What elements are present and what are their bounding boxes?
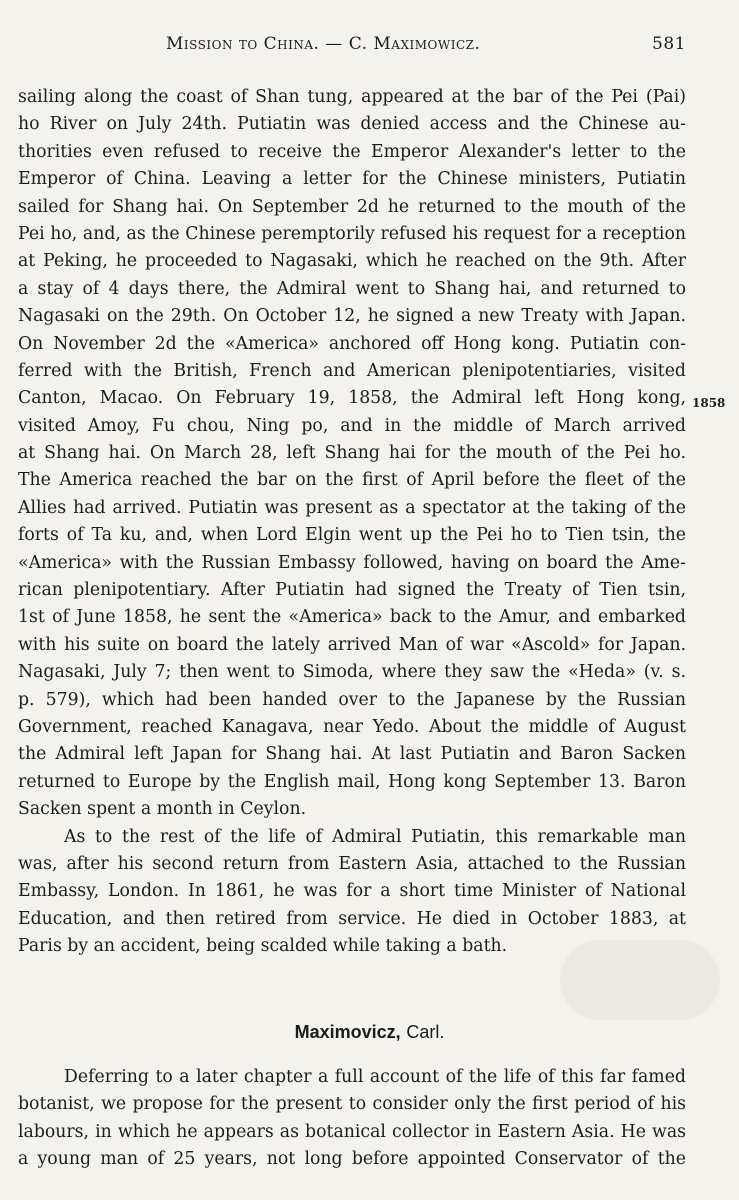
text-line: was, after his second return from Eastern Asia, attached to the Russian <box>18 853 686 874</box>
text-line: a stay of 4 days there, the Admiral went to Shang hai, and returned to <box>18 278 686 299</box>
text-line: ho River on July 24th. Putiatin was denied access and the Chinese au- <box>18 114 686 135</box>
text-line: «America» with the Russian Embassy followed, having on board the Ame- <box>18 552 686 573</box>
text-line: Paris by an accident, being scalded while taking a bath. <box>18 936 508 957</box>
text-line: Sacken spent a month in Ceylon. <box>18 799 307 820</box>
text-line: Emperor of China. Leaving a letter for the Chinese ministers, Putiatin <box>18 169 686 190</box>
text-line: thorities even refused to receive the Emperor Alexander's letter to the <box>18 141 686 162</box>
text-line: Education, and then retired from service. He died in October 1883, at <box>18 908 686 929</box>
text-line: Canton, Macao. On February 19, 1858, the Admiral left Hong kong, <box>18 388 686 409</box>
paragraph-putiatin-later-life <box>18 824 686 961</box>
text-line: at Peking, he proceeded to Nagasaki, which he reached on the 9th. After <box>18 251 686 272</box>
text-line: On November 2d the «America» anchored off Hong kong. Putiatin con- <box>18 333 686 354</box>
text-line: Government, reached Kanagava, near Yedo. About the middle of August <box>18 716 686 737</box>
main-text <box>18 84 686 961</box>
text-line: As to the rest of the life of Admiral Putiatin, this remarkable man <box>64 826 686 847</box>
text-line: 1st of June 1858, he sent the «America» back to the Amur, and embarked <box>18 607 686 628</box>
text-line: Allies had arrived. Putiatin was present as a spectator at the taking of the <box>18 497 686 518</box>
text-line: visited Amoy, Fu chou, Ning po, and in the middle of March arrived <box>18 415 686 436</box>
section-heading <box>0 1022 739 1043</box>
section-heading-given-name: Carl. <box>406 1022 445 1042</box>
text-line: forts of Ta ku, and, when Lord Elgin went up the Pei ho to Tien tsin, the <box>18 525 686 546</box>
text-line: p. 579), which had been handed over to the Japanese by the Russian <box>18 689 686 710</box>
text-line: botanist, we propose for the present to consider only the first period of his <box>18 1094 686 1115</box>
text-line: ferred with the British, French and American plenipotentiaries, visited <box>18 360 686 381</box>
text-line: Pei ho, and, as the Chinese peremptorily refused his request for a reception <box>18 223 686 244</box>
running-title: Mission to China. — C. Maximowicz. <box>166 34 481 54</box>
text-line: sailed for Shang hai. On September 2d he returned to the mouth of the <box>18 196 686 217</box>
text-line: with his suite on board the lately arrived Man of war «Ascold» for Japan. <box>18 634 686 655</box>
paragraph-putiatin-voyage <box>18 84 686 824</box>
page-number: 581 <box>652 34 686 54</box>
text-line: sailing along the coast of Shan tung, appeared at the bar of the Pei (Pai) <box>18 87 686 107</box>
section-heading-surname: Maximovicz, <box>294 1022 401 1042</box>
text-line: rican plenipotentiary. After Putiatin had signed the Treaty of Tien tsin, <box>18 580 686 601</box>
text-line: The America reached the bar on the first of April before the fleet of the <box>18 470 686 491</box>
maximovicz-text <box>18 1064 686 1174</box>
text-line: Nagasaki, July 7; then went to Simoda, where they saw the «Heda» (v. s. <box>18 662 686 683</box>
text-line: Embassy, London. In 1861, he was for a short time Minister of National <box>18 881 686 902</box>
text-line: a young man of 25 years, not long before appointed Conservator of the <box>18 1149 686 1170</box>
text-line: at Shang hai. On March 28, left Shang hai for the mouth of the Pei ho. <box>18 443 686 464</box>
margin-year-note: 1858 <box>692 396 726 410</box>
text-line: Deferring to a later chapter a full account of the life of this far famed <box>64 1067 686 1087</box>
text-line: returned to Europe by the English mail, Hong kong September 13. Baron <box>18 771 686 792</box>
text-line: the Admiral left Japan for Shang hai. At last Putiatin and Baron Sacken <box>18 744 686 765</box>
text-line: labours, in which he appears as botanical collector in Eastern Asia. He was <box>18 1121 686 1142</box>
text-line: Nagasaki on the 29th. On October 12, he signed a new Treaty with Japan. <box>18 306 686 327</box>
